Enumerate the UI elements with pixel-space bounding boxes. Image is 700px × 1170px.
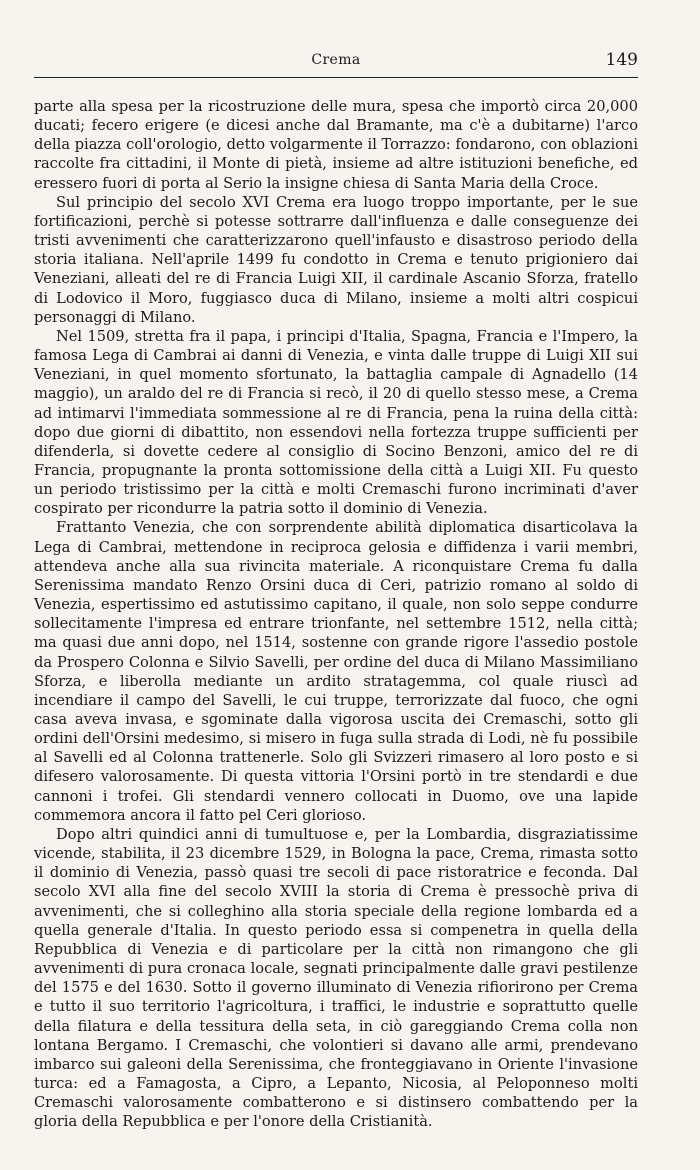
page-number: 149: [605, 50, 638, 70]
paragraph: Sul principio del secolo XVI Crema era luogo troppo importante, per le sue fortificazioni, perchè si potesse sottrarre dall'influenza e dalle conseguenze dei tristi avvenimenti che caratterizzarono quell'infausto e disastroso periodo della storia italiana. Nell'aprile 1499 fu condotto in Crema e tenuto prigioniero dai Veneziani, alleati del re di Francia Luigi XII, il cardinale Ascanio Sforza, fratello di Lodovico il Moro, fuggiasco duca di Milano, insieme a molti altri cospicui personaggi di Milano.: [34, 193, 638, 326]
paragraph: Frattanto Venezia, che con sorprendente abilità diplomatica disarticolava la Lega di Cambrai, mettendone in reciproca gelosia e diffidenza i varii membri, attendeva anche alla sua rivincita materiale. A riconquistare Crema fu dalla Serenissima mandato Renzo Orsini duca di Ceri, patrizio romano al soldo di Venezia, espertissimo ed astutissimo capitano, il quale, non solo seppe condurre sollecitamente l'impresa ed entrare trionfante, nel settembre 1512, nella città; ma quasi due anni dopo, nel 1514, sostenne con grande rigore l'assedio postole da Prospero Colonna e Silvio Savelli, per ordine del duca di Milano Massimiliano Sforza, e liberolla mediante un ardito stratagemma, col quale riuscì ad incendiare il campo del Savelli, le cui truppe, terrorizzate dal fuoco, che ogni casa aveva invasa, e sgominate dalla vigorosa uscita dei Cremaschi, sotto gli ordini dell'Orsini medesimo, si misero in fuga sulla strada di Lodi, nè fu possibile al Savelli ed al Colonna trattenerle. Solo gli Svizzeri rimasero al loro posto e si difesero valorosamente. Di questa vittoria l'Orsini portò in tre stendardi e due cannoni i trofei. Gli stendardi vennero collocati in Duomo, ove una lapide commemora ancora il fatto pel Ceri glorioso.: [34, 519, 638, 824]
paragraph: Dopo altri quindici anni di tumultuose e, per la Lombardia, disgraziatissime vicende, stabilita, il 23 dicembre 1529, in Bologna la pace, Crema, rimasta sotto il dominio di Venezia, passò quasi tre secoli di pace ristoratrice e feconda. Dal secolo XVI alla fine del secolo XVIII la storia di Crema è pressochè priva di avvenimenti, che si colleghino alla storia speciale della regione lombarda ed a quella generale d'Italia. In questo periodo essa si compenetra in quella della Repubblica di Venezia e di particolare per la città non rimangono che gli avvenimenti di pura cronaca locale, segnati principalmente dalle gravi pestilenze del 1575 e del 1630. Sotto il governo illuminato di Venezia rifiorirono per Crema e tutto il suo territorio l'agricoltura, i traffici, le industrie e soprattutto quelle della filatura e della tessitura della seta, in ciò gareggiando Crema colla non lontana Bergamo. I Cremaschi, che volontieri si davano alle armi, prendevano imbarco sui galeoni della Serenissima, che fronteggiavano in Oriente l'invasione turca: ed a Famagosta, a Cipro, a Lepanto, Nicosia, al Peloponneso molti Cremaschi valorosamente combatterono e si distinsero combattendo per la gloria della Repubblica e per l'onore della Cristianità.: [34, 825, 638, 1131]
header-rule: [34, 77, 638, 78]
page-header: [34, 50, 638, 72]
running-title: Crema: [311, 52, 361, 68]
paragraph: Nel 1509, stretta fra il papa, i principi d'Italia, Spagna, Francia e l'Impero, la famosa Lega di Cambrai ai danni di Venezia, e vinta dalle truppe di Luigi XII sui Veneziani, in quel momento sfortunato, la battaglia campale di Agnadello (14 maggio), un araldo del re di Francia si recò, il 20 di quello stesso mese, a Crema ad intimarvi l'immediata sommessione al re di Francia, pena la ruina della città: dopo due giorni di dibattito, non essendovi nella fortezza truppe sufficienti per difenderla, si dovette cedere al consiglio di Socino Benzoni, amico del re di Francia, propugnante la pronta sottomissione della città a Luigi XII. Fu questo un periodo tristissimo per la città e molti Cremaschi furono incriminati d'aver cospirato per ricondurre la patria sotto il dominio di Venezia.: [34, 327, 638, 518]
body-text: [34, 97, 638, 1131]
paragraph: parte alla spesa per la ricostruzione delle mura, spesa che importò circa 20,000 ducati; fecero erigere (e dicesi anche dal Bramante, ma c'è a dubitarne) l'arco della piazza coll'orologio, detto volgarmente il Torrazzo: fondarono, con oblazioni raccolte fra cittadini, il Monte di pietà, insieme ad altre istituzioni benefiche, ed eressero fuori di porta al Serio la insigne chiesa di Santa Maria della Croce.: [34, 98, 638, 192]
